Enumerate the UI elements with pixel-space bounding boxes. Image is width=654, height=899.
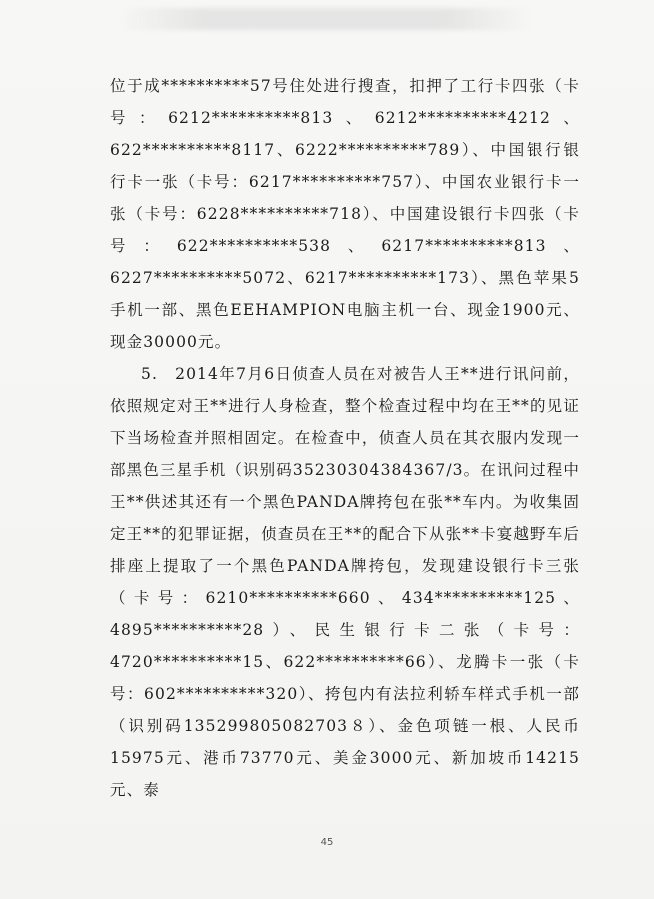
- faint-header-strip: [120, 8, 530, 30]
- paragraph-body-search: 5. 2014年7月6日侦查人员在对被告人王**进行讯问前，依照规定对王**进行人身检查，整个检查过程中均在王**的见证下当场检查并照相固定。在检查中，侦查人员在其衣服内发现一部黑色三星手机（识别码35230304384367/3。在讯问过程中王**供述其还有一个黑色PANDA牌挎包在张**车内。为收集固定王**的犯罪证据，侦查员在王**的配合下从张**卡宴越野车后排座上提取了一个黑色PANDA牌挎包，发现建设银行卡三张（卡号：6210**********660、434**********125、4895**********28）、民生银行卡二张（卡号：4720**********15、622**********66）、龙腾卡一张（卡号：602**********320）、挎包内有法拉利轿车样式手机一部（识别码135299805082703８）、金色项链一根、人民币15975元、港币73770元、美金3000元、新加坡币14215元、泰: [110, 365, 580, 799]
- page-number: 45: [320, 837, 334, 848]
- page-body: [110, 70, 580, 806]
- paragraph-search-seizure: 位于成**********57号住处进行搜查，扣押了工行卡四张（卡号：6212**********813、6212**********4212、622**********8117、6222**********789）、中国银行银行卡一张（卡号：6217**********757）、中国农业银行卡一张（卡号：6228**********718）、中国建设银行卡四张（卡号：622**********538、6217**********813、6227**********5072、6217**********173）、黑色苹果5手机一部、黑色EEHAMPION电脑主机一台、现金1900元、现金30000元。: [110, 77, 580, 351]
